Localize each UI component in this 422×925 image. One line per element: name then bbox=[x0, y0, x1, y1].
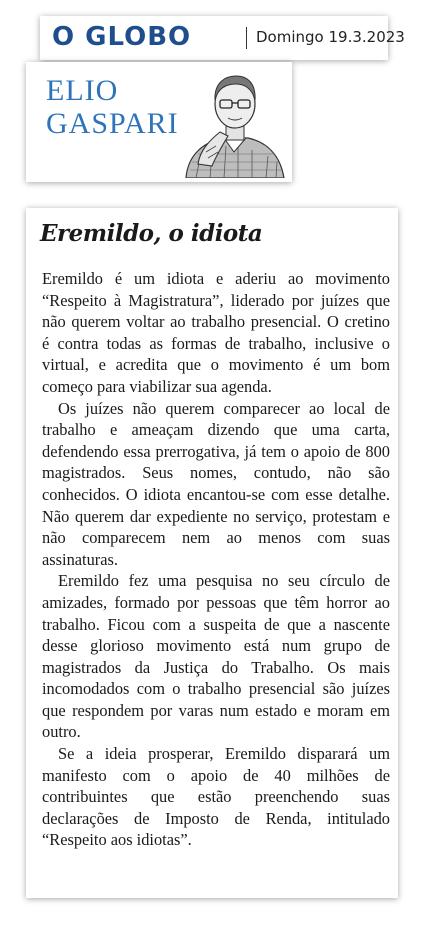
article-paragraph: Eremildo fez uma pesquisa no seu círculo de amizades, formado por pessoas que têm horror ao trabalho. Ficou com a suspeita de que a nascente desse glorioso movimento está num grupo de magistrados da Justiça do Trabalho. Os mais incomodados com o trabalho presencial são juízes que respondem por varas num estado e moram em outro. bbox=[42, 571, 390, 742]
article-paragraph: Eremildo é um idiota e aderiu ao movimento “Respeito à Magistratura”, liderado por juízes que não querem voltar ao trabalho presencial. O cretino é contra todas as formas de trabalho, inclusive o virtual, e acredita que o movimento é um bom começo para viabilizar sua agenda. bbox=[42, 269, 390, 396]
columnist-name bbox=[46, 74, 179, 140]
columnist-portrait-illustration bbox=[176, 66, 288, 178]
article-paragraph: Os juízes não querem comparecer ao local de trabalho e ameaçam dizendo que uma carta, defendendo essa prerrogativa, já tem o apoio de 800 magistrados. Seus nomes, contudo, não são conhecidos. O idiota encantou-se com esse detalhe. Não querem dar expediente no serviço, protestam e não comparecem nem ao menos com suas assinaturas. bbox=[42, 398, 390, 569]
columnist-last-name: GASPARI bbox=[46, 107, 179, 140]
article-body bbox=[42, 268, 390, 851]
article-paragraph: Se a ideia prosperar, Eremildo disparará um manifesto com o apoio de 40 milhões de contribuintes que estão preenchendo suas declarações de Imposto de Renda, intitulado “Respeito aos idiotas”. bbox=[42, 744, 390, 850]
article-title: Eremildo, o idiota bbox=[40, 220, 263, 247]
article bbox=[26, 208, 398, 898]
masthead-divider bbox=[246, 27, 247, 49]
columnist-header bbox=[26, 62, 292, 182]
columnist-first-name: ELIO bbox=[46, 74, 119, 107]
publication-date: Domingo 19.3.2023 bbox=[256, 28, 405, 46]
newspaper-logo: O GLOBO bbox=[52, 22, 192, 52]
masthead bbox=[40, 16, 405, 60]
